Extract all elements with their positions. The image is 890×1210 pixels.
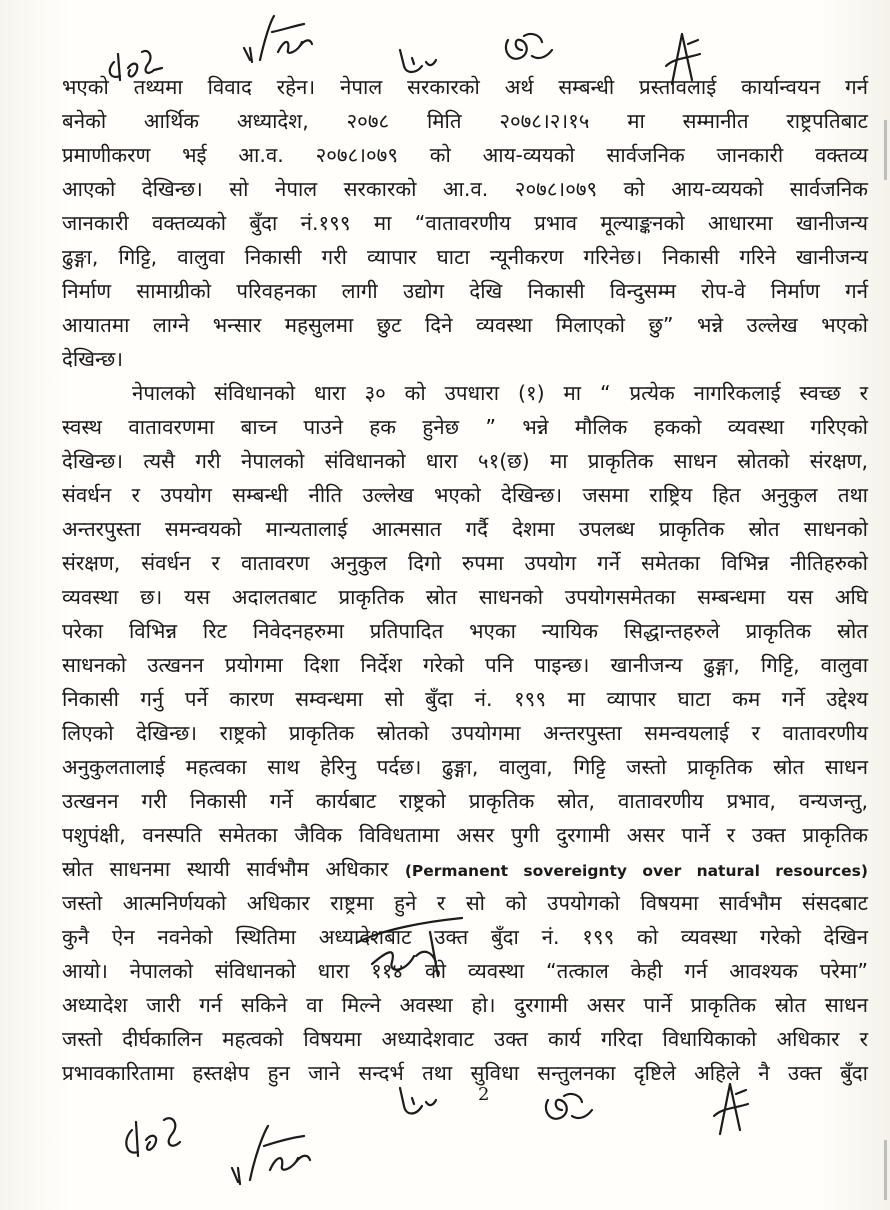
text-line-24-devanagari: स्रोत साधनमा स्थायी सार्वभौम अधिकार (62, 857, 389, 881)
text-line-5: जानकारी वक्तव्यको बुँदा नं.१९९ मा “वातावरणीय प्रभाव मूल्याङ्कनको आधारमा खानीजन्य (62, 211, 868, 235)
text-line-25: जस्तो आत्मनिर्णयको अधिकार राष्ट्रमा हुने र सो को उपयोगको विषयमा सार्वभौम संसदबाट (62, 891, 868, 915)
latin-phrase: (Permanent sovereignty over natural resources) (404, 862, 868, 880)
text-line-26: कुनै ऐन नवनेको स्थितिमा अध्यादेशबाट उक्त बुँदा नं. १९९ को व्यवस्था गरेको देखिन (62, 925, 868, 949)
text-line-24 (62, 854, 868, 886)
text-line-20: लिएको देखिन्छ। राष्ट्रको प्राकृतिक स्रोतको उपयोगमा अन्तरपुस्ता समन्वयलाई र वातावरणीय (62, 721, 868, 745)
text-line-8: आयातमा लाग्ने भन्सार महसुलमा छुट दिने व्यवस्था मिलाएको छु” भन्ने उल्लेख भएको (62, 313, 868, 337)
text-line-4: आएको देखिन्छ। सो नेपाल सरकारको आ.व. २०७८।०७९ को आय-व्ययको सार्वजनिक (62, 177, 868, 201)
signature-scribble-middle (352, 912, 472, 982)
text-line-6: ढुङ्गा, गिट्टि, वालुवा निकासी गरी व्यापार घाटा न्यूनीकरण गरिनेछ। निकासी गरिने खानीजन्य (62, 245, 868, 269)
text-line-2: बनेको आर्थिक अध्यादेश, २०७८ मिति २०७८।२।१५ मा सम्मानीत राष्ट्रपतिबाट (62, 109, 868, 133)
text-line-18: साधनको उत्खनन प्रयोगमा दिशा निर्देश गरेको पनि पाइन्छ। खानीजन्य ढुङ्गा, गिट्टि, वालुवा (62, 653, 868, 677)
text-line-21: अनुकुलतालाई महत्वका साथ हेरिनु पर्दछ। ढुङ्गा, वालुवा, गिट्टि जस्तो प्राकृतिक स्रोत साधन (62, 755, 868, 779)
text-line-10: नेपालको संविधानको धारा ३० को उपधारा (१) मा “ प्रत्येक नागरिकलाई स्वच्छ र (132, 381, 868, 405)
signature-initials-bottom-1 (118, 1106, 198, 1166)
page-number: 2 (478, 1084, 490, 1105)
text-line-28: अध्यादेश जारी गर्न सकिने वा मिल्ने अवस्था हो। दुरगामी असर पार्ने प्राकृतिक स्रोत साधन (62, 993, 868, 1017)
text-line-14: अन्तरपुस्ता समन्वयको मान्यतालाई आत्मसात गर्दै देशमा उपलब्ध प्राकृतिक स्रोत साधनको (62, 517, 868, 541)
text-line-29: जस्तो दीर्घकालिन महत्वको विषयमा अध्यादेशवाट उक्त कार्य गरिदा विधायिकाको अधिकार र (62, 1027, 868, 1051)
text-line-27: आयो। नेपालको संविधानको धारा ११४ को व्यवस्था “तत्काल केही गर्न आवश्यक परेमा” (62, 959, 868, 983)
text-line-19: निकासी गर्नु पर्ने कारण सम्वन्धमा सो बुँदा नं. १९९ मा व्यापार घाटा कम गर्ने उद्देश्य (62, 687, 868, 711)
text-line-16: व्यवस्था छ। यस अदालतबाट प्राकृतिक स्रोत साधनको उपयोगसमेतका सम्बन्धमा यस अघि (62, 585, 868, 609)
page-edge-mark-top (884, 120, 887, 180)
text-line-17: परेका विभिन्न रिट निवेदनहरुमा प्रतिपादित भएका न्यायिक सिद्धान्तहरुले प्राकृतिक स्रोत (62, 619, 868, 643)
signature-initials-bottom-2 (226, 1118, 316, 1188)
signature-initials-top-4 (500, 28, 560, 68)
signature-initials-bottom-5 (706, 1080, 756, 1140)
text-line-12: देखिन्छ। त्यसै गरी नेपालको संविधानको धारा ५१(छ) मा प्राकृतिक साधन स्रोतको संरक्षण, (62, 449, 868, 473)
text-line-30: प्रभावकारितामा हस्तक्षेप हुन जाने सन्दर्भ तथा सुविधा सन्तुलनका दृष्टिले अहिले नै उक्त बुँदा (62, 1061, 868, 1085)
text-line-23: पशुपंक्षी, वनस्पति समेतका जैविक विविधतामा असर पुगी दुरगामी असर पार्ने र उक्त प्राकृतिक (62, 823, 868, 847)
text-line-13: संवर्धन र उपयोग सम्बन्धी नीति उल्लेख भएको देखिन्छ। जसमा राष्ट्रिय हित अनुकुल तथा (62, 483, 868, 507)
text-line-11: स्वस्थ वातावरणमा बाच्न पाउने हक हुनेछ ” भन्ने मौलिक हकको व्यवस्था गरिएको (62, 415, 868, 439)
text-line-3: प्रमाणीकरण भई आ.व. २०७८।०७९ को आय-व्ययको सार्वजनिक जानकारी वक्तव्य (62, 143, 868, 167)
text-line-1: भएको तथ्यमा विवाद रहेन। नेपाल सरकारको अर्थ सम्बन्धी प्रस्तावलाई कार्यान्वयन गर्न (62, 75, 868, 99)
text-line-22: उत्खनन गरी निकासी गर्ने कार्यबाट राष्ट्रको प्राकृतिक स्रोत, वातावरणीय प्रभाव, वन्यजन्तु, (62, 789, 868, 813)
page-edge-mark-bottom (884, 1140, 887, 1200)
signature-initials-bottom-4 (540, 1086, 600, 1126)
text-line-9: देखिन्छ। (62, 347, 123, 371)
signature-initials-top-2 (238, 12, 318, 67)
signature-initials-bottom-3 (392, 1082, 440, 1122)
text-line-7: निर्माण सामाग्रीको परिवहनका लागी उद्योग देखि निकासी विन्दुसम्म रोप-वे निर्माण गर्न (62, 279, 868, 303)
text-line-15: संरक्षण, संवर्धन र वातावरण अनुकुल दिगो रुपमा उपयोग गर्ने समेतका विभिन्न नीतिहरुको (62, 551, 868, 575)
